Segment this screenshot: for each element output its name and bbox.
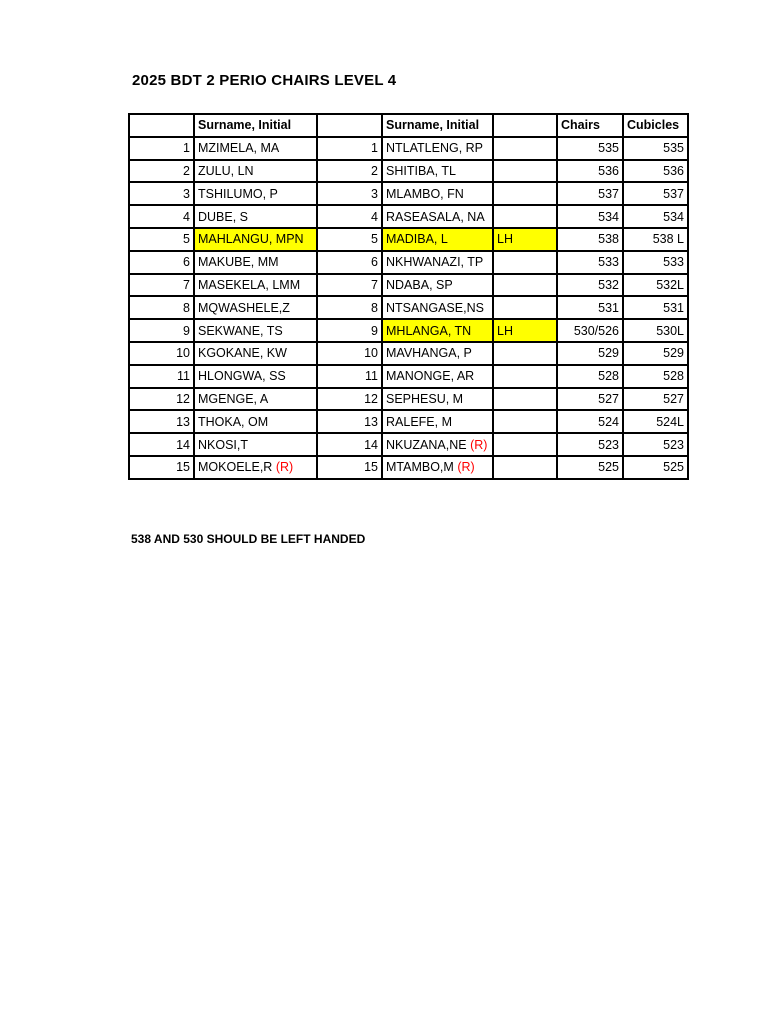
cell-text: 532 xyxy=(598,277,619,292)
table-row xyxy=(129,228,688,251)
cell-text: 8 xyxy=(371,300,378,315)
cell-text: MOKOELE,R xyxy=(198,460,273,475)
row-number-cell[interactable] xyxy=(317,274,382,297)
cell-text: TSHILUMO, P xyxy=(198,186,278,201)
row-number-cell[interactable] xyxy=(317,433,382,456)
cell-text: NDABA, SP xyxy=(386,277,453,292)
cell-text: 527 xyxy=(663,391,684,406)
cell-text: ZULU, LN xyxy=(198,163,254,178)
repeat-marker: (R) xyxy=(275,460,294,475)
cell-text: LH xyxy=(497,232,513,247)
cell-text: THOKA, OM xyxy=(198,414,269,429)
cell-text: 4 xyxy=(371,209,378,224)
cell-text: HLONGWA, SS xyxy=(198,369,286,384)
student-name-cell[interactable] xyxy=(382,160,493,183)
cell-text: 527 xyxy=(598,391,619,406)
row-number-cell[interactable] xyxy=(129,388,194,411)
row-number-cell[interactable] xyxy=(317,137,382,160)
chair-cell[interactable] xyxy=(557,456,623,479)
cell-text: NKUZANA,NE xyxy=(386,437,467,452)
cubicle-cell[interactable] xyxy=(623,388,688,411)
cubicle-cell[interactable] xyxy=(623,410,688,433)
table-row xyxy=(129,365,688,388)
handedness-cell[interactable] xyxy=(493,205,557,228)
cell-text: 3 xyxy=(371,186,378,201)
chair-cell[interactable] xyxy=(557,433,623,456)
row-number-cell[interactable] xyxy=(317,456,382,479)
student-name-cell[interactable] xyxy=(194,456,317,479)
cubicle-cell[interactable] xyxy=(623,160,688,183)
student-name-cell[interactable] xyxy=(194,319,317,342)
cell-text: NTSANGASE,NS xyxy=(386,300,484,315)
cell-text: MANONGE, AR xyxy=(386,369,475,384)
row-number-cell[interactable] xyxy=(317,388,382,411)
handedness-cell[interactable] xyxy=(493,228,557,251)
cell-text: NKHWANAZI, TP xyxy=(386,255,484,270)
row-number-cell[interactable] xyxy=(129,160,194,183)
row-number-cell[interactable] xyxy=(129,205,194,228)
cell-text: 523 xyxy=(598,437,619,452)
cell-text: SHITIBA, TL xyxy=(386,163,456,178)
cell-text: 9 xyxy=(371,323,378,338)
cubicle-cell[interactable] xyxy=(623,365,688,388)
cell-text: MADIBA, L xyxy=(386,232,448,247)
student-name-cell[interactable] xyxy=(194,228,317,251)
chair-cell[interactable] xyxy=(557,251,623,274)
header-cell[interactable] xyxy=(317,114,382,137)
student-name-cell[interactable] xyxy=(194,137,317,160)
student-name-cell[interactable] xyxy=(194,433,317,456)
handedness-cell[interactable] xyxy=(493,365,557,388)
row-number-cell[interactable] xyxy=(129,319,194,342)
cubicle-cell[interactable] xyxy=(623,274,688,297)
table-row xyxy=(129,137,688,160)
header-cubicles[interactable]: Cubicles xyxy=(623,114,688,137)
cell-text: 12 xyxy=(364,391,378,406)
cell-text: 6 xyxy=(371,255,378,270)
cell-text: SEKWANE, TS xyxy=(198,323,283,338)
cell-text: 10 xyxy=(176,346,190,361)
student-name-cell[interactable] xyxy=(194,410,317,433)
cubicle-cell[interactable] xyxy=(623,205,688,228)
table-row xyxy=(129,388,688,411)
cell-text: 530/526 xyxy=(573,323,619,338)
student-name-cell[interactable] xyxy=(382,137,493,160)
table-row xyxy=(129,160,688,183)
handedness-cell[interactable] xyxy=(493,251,557,274)
cell-text: DUBE, S xyxy=(198,209,249,224)
chair-cell[interactable] xyxy=(557,410,623,433)
table-row xyxy=(129,319,688,342)
cell-text: 6 xyxy=(183,255,190,270)
cell-text: 4 xyxy=(183,209,190,224)
row-number-cell[interactable] xyxy=(129,296,194,319)
table-row xyxy=(129,251,688,274)
handedness-cell[interactable] xyxy=(493,388,557,411)
header-surname-2[interactable]: Surname, Initial xyxy=(382,114,493,137)
cell-text: 524L xyxy=(656,414,684,429)
student-name-cell[interactable] xyxy=(382,319,493,342)
handedness-cell[interactable] xyxy=(493,160,557,183)
student-name-cell[interactable] xyxy=(382,410,493,433)
cell-text: 529 xyxy=(663,346,684,361)
cell-text: 537 xyxy=(598,186,619,201)
student-name-cell[interactable] xyxy=(382,228,493,251)
cell-text: MAVHANGA, P xyxy=(386,346,472,361)
student-name-cell[interactable] xyxy=(382,456,493,479)
student-name-cell[interactable] xyxy=(382,205,493,228)
cell-text: MHLANGA, TN xyxy=(386,323,472,338)
cell-text: 13 xyxy=(176,414,190,429)
cubicle-cell[interactable] xyxy=(623,228,688,251)
student-name-cell[interactable] xyxy=(194,342,317,365)
cell-text: 15 xyxy=(176,460,190,475)
row-number-cell[interactable] xyxy=(129,274,194,297)
cell-text: 528 xyxy=(598,369,619,384)
cubicle-cell[interactable] xyxy=(623,182,688,205)
cubicle-cell[interactable] xyxy=(623,296,688,319)
student-name-cell[interactable] xyxy=(382,433,493,456)
handedness-cell[interactable] xyxy=(493,182,557,205)
student-name-cell[interactable] xyxy=(194,205,317,228)
table-row xyxy=(129,182,688,205)
cell-text: 538 xyxy=(598,232,619,247)
cell-text: 1 xyxy=(183,141,190,156)
cell-text: RALEFE, M xyxy=(386,414,452,429)
chair-cell[interactable] xyxy=(557,388,623,411)
cell-text: 7 xyxy=(183,277,190,292)
cell-text: 11 xyxy=(177,369,190,384)
cell-text: NKOSI,T xyxy=(198,437,249,452)
cell-text: 523 xyxy=(663,437,684,452)
cell-text: 2 xyxy=(371,163,378,178)
cell-text: MASEKELA, LMM xyxy=(198,277,301,292)
row-number-cell[interactable] xyxy=(129,410,194,433)
cell-text: MGENGE, A xyxy=(198,391,269,406)
table-row xyxy=(129,296,688,319)
student-name-cell[interactable] xyxy=(382,251,493,274)
cell-text: 535 xyxy=(663,141,684,156)
cell-text: 3 xyxy=(183,186,190,201)
cell-text: 2 xyxy=(183,163,190,178)
student-name-cell[interactable] xyxy=(194,296,317,319)
header-chairs[interactable]: Chairs xyxy=(557,114,623,137)
cell-text: 525 xyxy=(598,460,619,475)
row-number-cell[interactable] xyxy=(129,228,194,251)
header-row xyxy=(129,114,688,137)
chair-cell[interactable] xyxy=(557,365,623,388)
cell-text: 534 xyxy=(598,209,619,224)
cell-text: 14 xyxy=(364,437,378,452)
cell-text: 533 xyxy=(598,255,619,270)
cell-text: 529 xyxy=(598,346,619,361)
cell-text: 530L xyxy=(656,323,684,338)
cell-text: 538 L xyxy=(652,232,684,247)
student-name-cell[interactable] xyxy=(382,182,493,205)
cell-text: 5 xyxy=(371,232,378,247)
row-number-cell[interactable] xyxy=(129,251,194,274)
chair-cell[interactable] xyxy=(557,182,623,205)
student-name-cell[interactable] xyxy=(194,365,317,388)
cell-text: 10 xyxy=(364,346,378,361)
cell-text: MLAMBO, FN xyxy=(386,186,464,201)
cell-text: 13 xyxy=(364,414,378,429)
handedness-cell[interactable] xyxy=(493,274,557,297)
cell-text: MAKUBE, MM xyxy=(198,255,279,270)
sheet-title: 2025 BDT 2 PERIO CHAIRS LEVEL 4 xyxy=(132,72,397,89)
cell-text: 11 xyxy=(365,369,378,384)
cell-text: MQWASHELE,Z xyxy=(198,300,290,315)
cell-text: 14 xyxy=(176,437,190,452)
cell-text: MTAMBO,M xyxy=(386,460,454,475)
cell-text: 1 xyxy=(371,141,378,156)
repeat-marker: (R) xyxy=(470,437,488,452)
cell-text: 8 xyxy=(183,300,190,315)
row-number-cell[interactable] xyxy=(129,456,194,479)
student-name-cell[interactable] xyxy=(194,274,317,297)
cell-text: 537 xyxy=(663,186,684,201)
student-name-cell[interactable] xyxy=(382,274,493,297)
cell-text: 531 xyxy=(663,300,684,315)
student-name-cell[interactable] xyxy=(194,251,317,274)
chair-cell[interactable] xyxy=(557,205,623,228)
student-name-cell[interactable] xyxy=(382,365,493,388)
cell-text: LH xyxy=(497,323,513,338)
table-row xyxy=(129,410,688,433)
chair-cell[interactable] xyxy=(557,228,623,251)
chair-cell[interactable] xyxy=(557,342,623,365)
table-row xyxy=(129,342,688,365)
chair-cell[interactable] xyxy=(557,137,623,160)
chair-cell[interactable] xyxy=(557,160,623,183)
student-name-cell[interactable] xyxy=(382,342,493,365)
header-cell[interactable] xyxy=(493,114,557,137)
table-row xyxy=(129,456,688,479)
cell-text: 7 xyxy=(371,277,378,292)
handedness-cell[interactable] xyxy=(493,319,557,342)
cell-text: 524 xyxy=(598,414,619,429)
student-name-cell[interactable] xyxy=(194,182,317,205)
cell-text: 12 xyxy=(176,391,190,406)
header-surname-1[interactable]: Surname, Initial xyxy=(194,114,317,137)
student-name-cell[interactable] xyxy=(382,388,493,411)
cell-text: 531 xyxy=(598,300,619,315)
cell-text: SEPHESU, M xyxy=(386,391,464,406)
cubicle-cell[interactable] xyxy=(623,456,688,479)
student-name-cell[interactable] xyxy=(194,388,317,411)
cubicle-cell[interactable] xyxy=(623,251,688,274)
cell-text: 536 xyxy=(598,163,619,178)
repeat-marker: (R) xyxy=(457,460,475,475)
cubicle-cell[interactable] xyxy=(623,342,688,365)
handedness-cell[interactable] xyxy=(493,433,557,456)
chair-cell[interactable] xyxy=(557,319,623,342)
row-number-cell[interactable] xyxy=(129,342,194,365)
cubicle-cell[interactable] xyxy=(623,319,688,342)
cell-text: 9 xyxy=(183,323,190,338)
cell-text: 5 xyxy=(183,232,190,247)
row-number-cell[interactable] xyxy=(317,342,382,365)
student-name-cell[interactable] xyxy=(382,296,493,319)
cell-text: 534 xyxy=(663,209,684,224)
chair-cell[interactable] xyxy=(557,296,623,319)
handedness-cell[interactable] xyxy=(493,137,557,160)
row-number-cell[interactable] xyxy=(317,182,382,205)
row-number-cell[interactable] xyxy=(317,319,382,342)
row-number-cell[interactable] xyxy=(129,137,194,160)
header-cell[interactable] xyxy=(129,114,194,137)
table-row xyxy=(129,274,688,297)
chairs-table xyxy=(128,113,689,480)
row-number-cell[interactable] xyxy=(317,228,382,251)
cell-text: 525 xyxy=(663,460,684,475)
table-row xyxy=(129,205,688,228)
cell-text: 15 xyxy=(364,460,378,475)
cell-text: NTLATLENG, RP xyxy=(386,141,484,156)
cell-text: KGOKANE, KW xyxy=(198,346,287,361)
cell-text: 535 xyxy=(598,141,619,156)
row-number-cell[interactable] xyxy=(129,182,194,205)
table-row xyxy=(129,433,688,456)
handedness-cell[interactable] xyxy=(493,296,557,319)
handedness-cell[interactable] xyxy=(493,456,557,479)
cell-text: 533 xyxy=(663,255,684,270)
cell-text: RASEASALA, NA xyxy=(386,209,485,224)
footnote: 538 AND 530 SHOULD BE LEFT HANDED xyxy=(131,532,366,546)
row-number-cell[interactable] xyxy=(317,251,382,274)
row-number-cell[interactable] xyxy=(129,433,194,456)
cell-text: 536 xyxy=(663,163,684,178)
cell-text: 532L xyxy=(656,277,684,292)
cell-text: 528 xyxy=(663,369,684,384)
cell-text: MAHLANGU, MPN xyxy=(198,232,304,247)
row-number-cell[interactable] xyxy=(129,365,194,388)
chair-cell[interactable] xyxy=(557,274,623,297)
row-number-cell[interactable] xyxy=(317,296,382,319)
cubicle-cell[interactable] xyxy=(623,433,688,456)
row-number-cell[interactable] xyxy=(317,365,382,388)
student-name-cell[interactable] xyxy=(194,160,317,183)
handedness-cell[interactable] xyxy=(493,342,557,365)
cell-text: MZIMELA, MA xyxy=(198,141,280,156)
handedness-cell[interactable] xyxy=(493,410,557,433)
row-number-cell[interactable] xyxy=(317,205,382,228)
row-number-cell[interactable] xyxy=(317,160,382,183)
row-number-cell[interactable] xyxy=(317,410,382,433)
cubicle-cell[interactable] xyxy=(623,137,688,160)
